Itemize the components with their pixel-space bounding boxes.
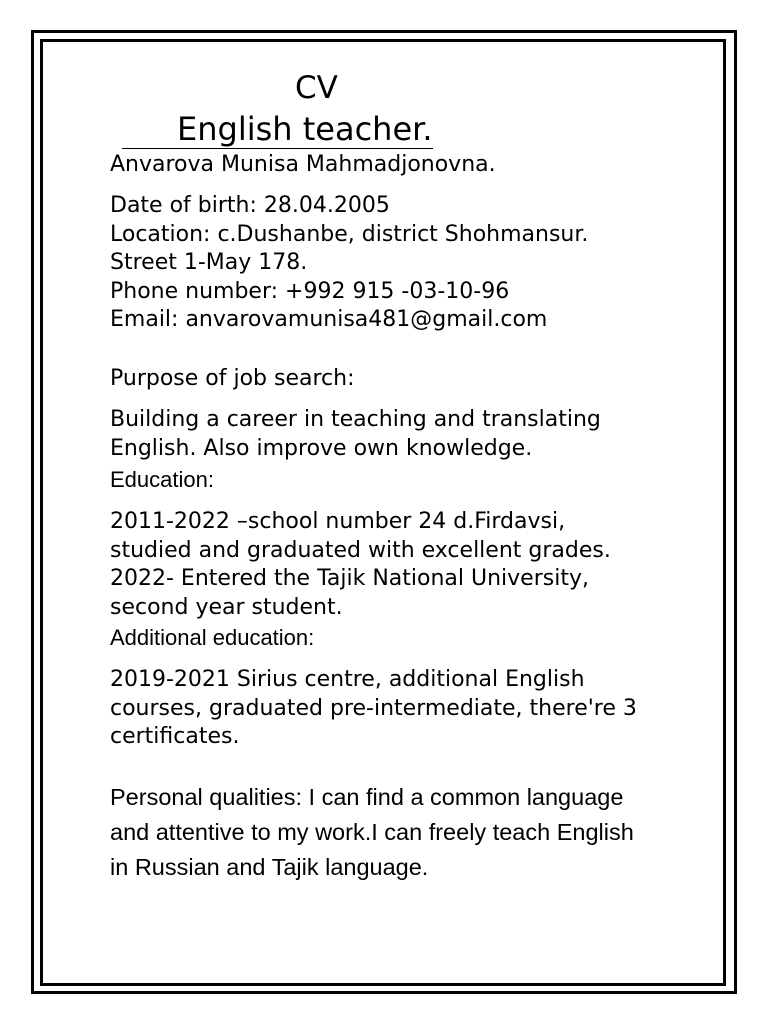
education-text: [110, 508, 611, 622]
purpose-line: English. Also improve own knowledge.: [110, 435, 533, 461]
education-heading: Education:: [110, 467, 214, 492]
education-line: studied and graduated with excellent grades.: [110, 537, 611, 563]
education-line: second year student.: [110, 594, 343, 620]
education-line: 2022- Entered the Tajik National University,: [110, 566, 589, 591]
location: Location: c.Dushanbe, district Shohmansur.: [110, 221, 589, 247]
email: Email: anvarovamunisa481@gmail.com: [110, 307, 548, 332]
personal-qualities-line: in Russian and Tajik language.: [110, 854, 429, 880]
additional-education-text: [110, 666, 637, 752]
full-name: Anvarova Munisa Mahmadjonovna.: [110, 152, 496, 177]
street: Street 1-May 178.: [110, 250, 308, 275]
purpose-line: Building a career in teaching and translating: [110, 407, 601, 432]
contact-details: [110, 192, 588, 335]
purpose-text: [110, 406, 601, 463]
date-of-birth: Date of birth: 28.04.2005: [110, 193, 390, 218]
additional-education-line: certificates.: [110, 724, 240, 749]
phone-number: Phone number: +992 915 -03-10-96: [110, 278, 510, 304]
additional-education-heading: Additional education:: [110, 625, 315, 650]
purpose-heading: Purpose of job search:: [110, 366, 355, 391]
personal-qualities-line: and attentive to my work.I can freely teach English: [110, 819, 634, 845]
job-title: English teacher.: [122, 110, 433, 149]
additional-education-line: 2019-2021 Sirius centre, additional English: [110, 667, 585, 692]
cv-title: CV: [295, 70, 338, 106]
personal-qualities-line: Personal qualities: I can find a common language: [110, 784, 624, 810]
education-line: 2011-2022 –school number 24 d.Firdavsi,: [110, 509, 566, 534]
personal-qualities: [110, 780, 634, 885]
additional-education-line: courses, graduated pre-intermediate, there're 3: [110, 695, 637, 721]
